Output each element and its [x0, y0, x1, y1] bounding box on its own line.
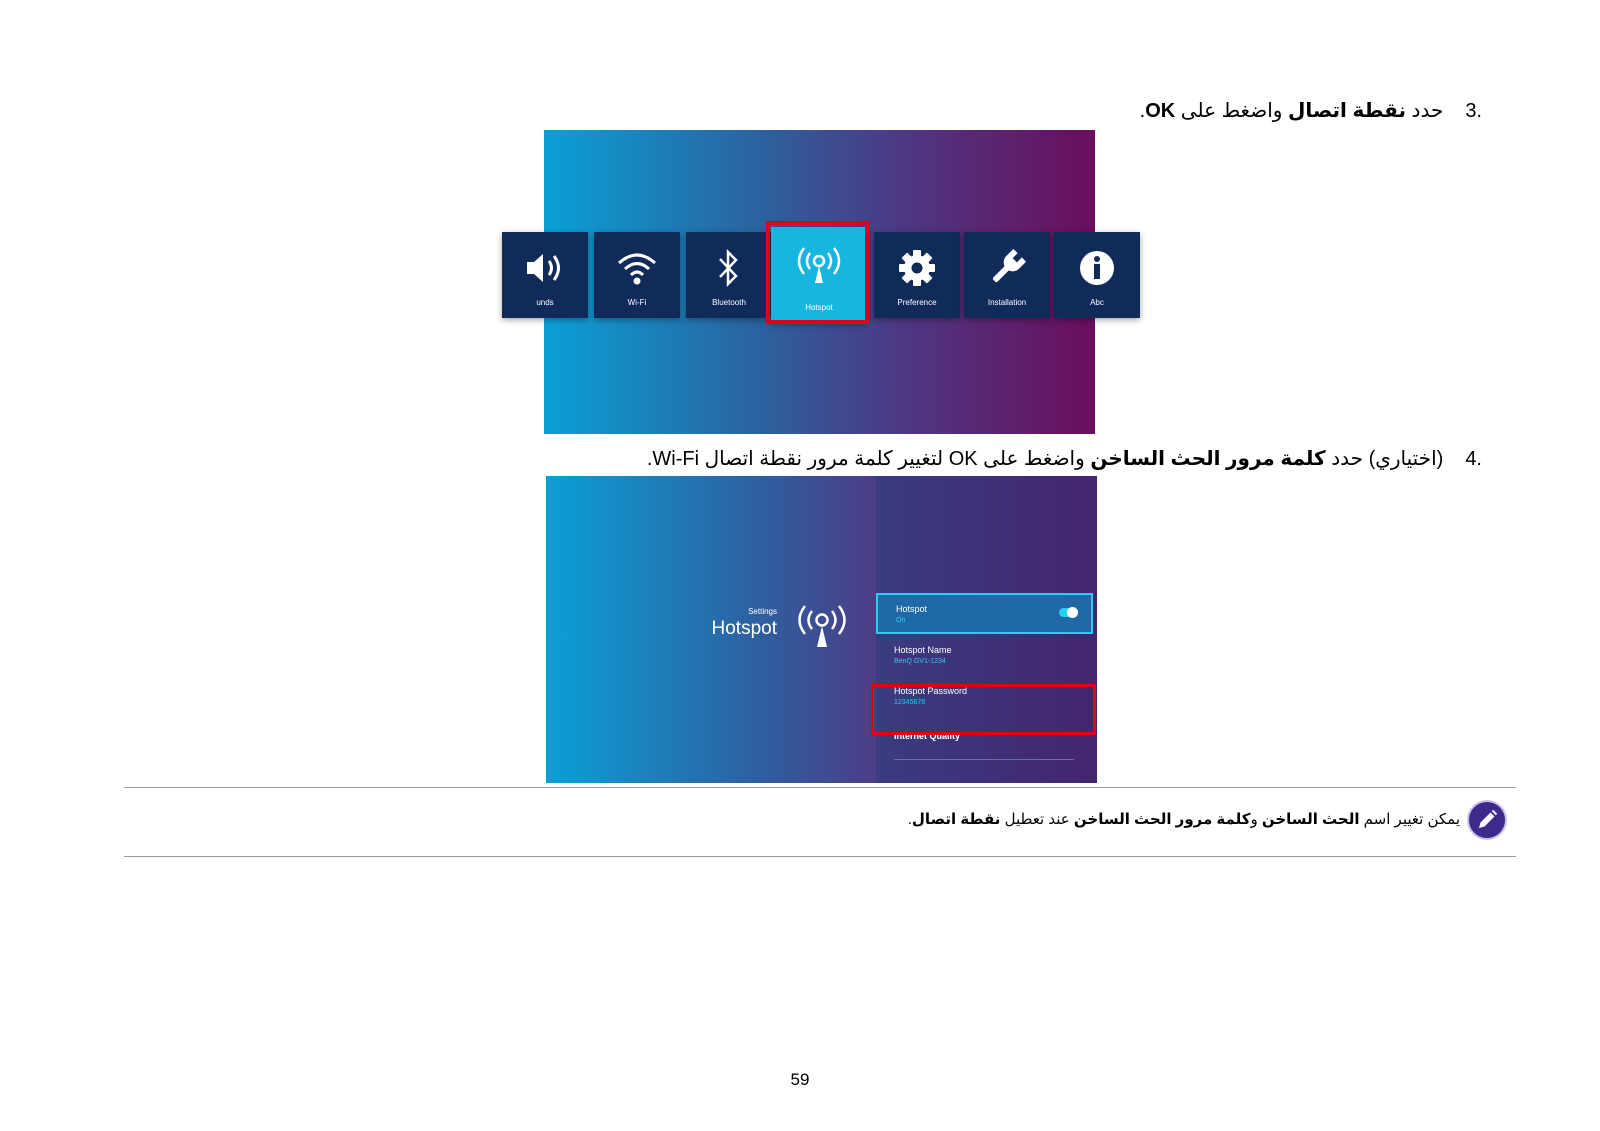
bluetooth-icon [686, 246, 772, 290]
step-number: 3. [1465, 100, 1482, 122]
step-4-instruction: 4.(اختياري) حدد كلمة مرور الحث الساخن واضغط على OK لتغيير كلمة مرور نقطة اتصال Wi-Fi. [646, 448, 1482, 470]
bold-term: نقطة اتصال [1287, 100, 1406, 122]
hotspot-icon [796, 603, 848, 649]
info-icon [1054, 246, 1140, 290]
hotspot-password-row[interactable]: Hotspot Password 12345678 [894, 686, 968, 706]
tile-sounds[interactable]: unds [502, 232, 588, 318]
note-bottom-rule [124, 856, 1516, 857]
hotspot-name-row[interactable]: Hotspot Name BenQ GV1-1234 [894, 645, 952, 665]
bold-term: كلمة مرور الحث الساخن [1090, 448, 1326, 470]
wifi-icon [594, 246, 680, 290]
note-text: يمكن تغيير اسم الحث الساخن وكلمة مرور الحث الساخن عند تعطيل نقطة اتصال. [907, 811, 1460, 828]
sound-icon [502, 246, 588, 290]
tile-hotspot[interactable]: Hotspot [771, 227, 867, 323]
tile-installation[interactable]: Installation [964, 232, 1050, 318]
bold-term: OK [1145, 100, 1176, 122]
pencil-icon [1467, 800, 1507, 840]
note-top-rule [124, 787, 1516, 788]
internet-quality-row[interactable]: Internet Quality [894, 731, 961, 741]
step-3-instruction: 3.حدد نقطة اتصال واضغط على OK. [1139, 100, 1482, 122]
hotspot-status: On [896, 617, 906, 624]
hotspot-settings-screenshot [546, 476, 1097, 783]
hotspot-toggle-switch[interactable] [1059, 608, 1077, 617]
settings-caption: Settings [748, 607, 777, 616]
tile-preference[interactable]: Preference [874, 232, 960, 318]
hotspot-title: Hotspot [711, 618, 777, 639]
tile-about[interactable]: Abc [1054, 232, 1140, 318]
wrench-icon [964, 246, 1050, 290]
page-number: 59 [790, 1070, 810, 1089]
settings-carousel-screenshot [536, 130, 1104, 434]
password-selection-highlight [871, 684, 1096, 735]
hotspot-toggle-row[interactable]: Hotspot On [876, 593, 1093, 634]
hotspot-password-value: 12345678 [894, 699, 926, 706]
gear-icon [874, 246, 960, 290]
tile-bluetooth[interactable]: Bluetooth [686, 232, 772, 318]
hotspot-name-value: BenQ GV1-1234 [894, 658, 946, 665]
step-number: 4. [1465, 448, 1482, 470]
tile-wifi[interactable]: Wi-Fi [594, 232, 680, 318]
row-underline [894, 759, 1074, 760]
hotspot-selection-highlight [766, 221, 869, 324]
